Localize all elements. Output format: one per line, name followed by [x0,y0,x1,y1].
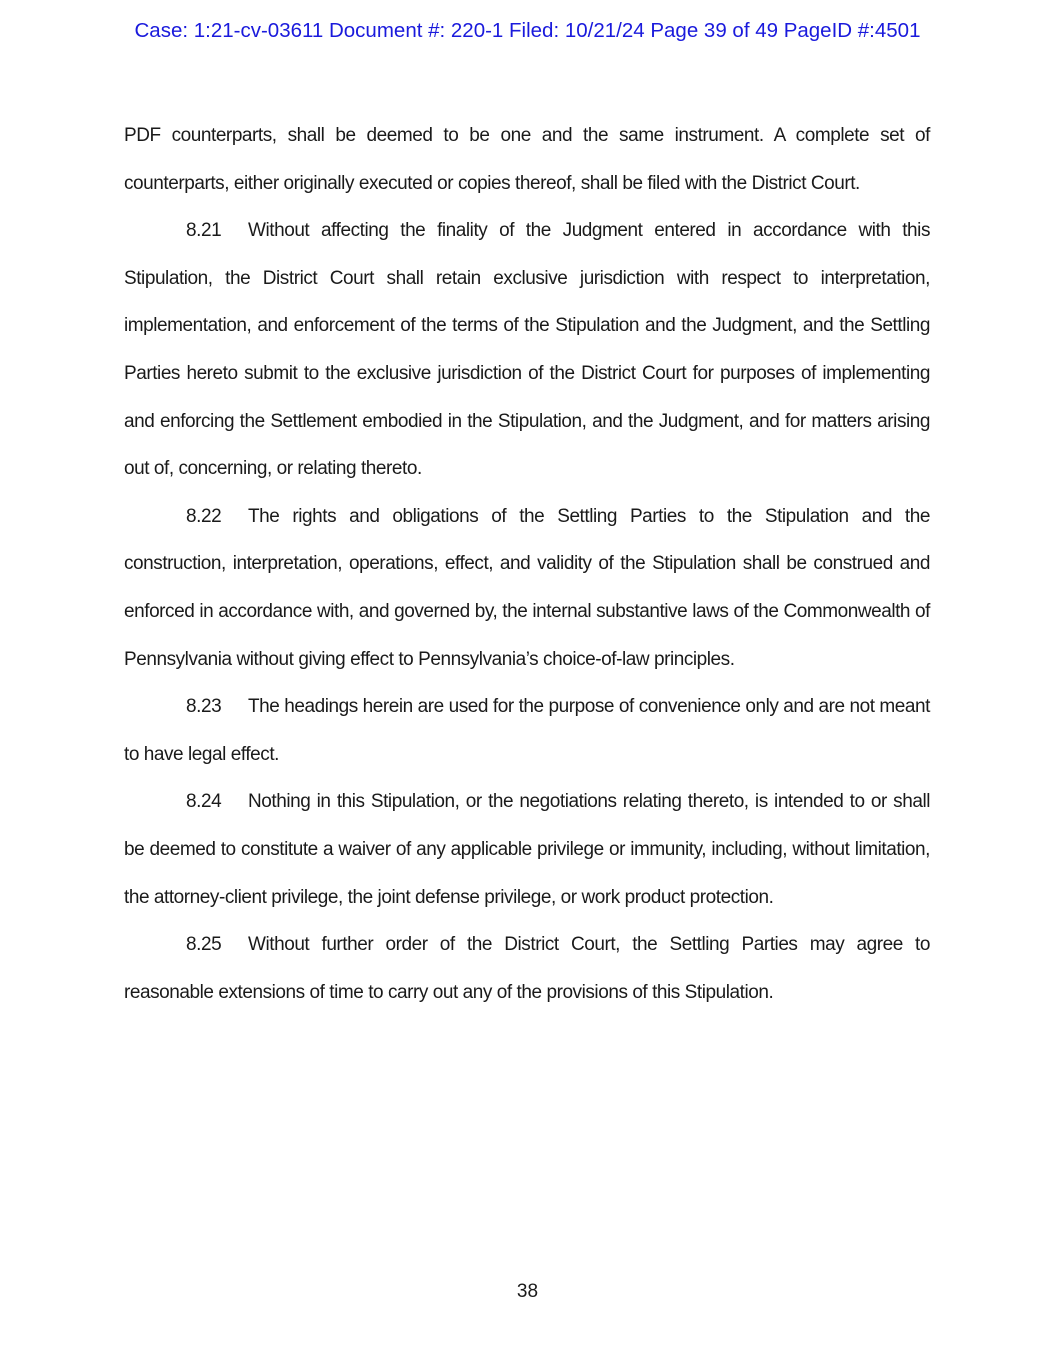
section-number: 8.25 [186,934,222,956]
section-number: 8.24 [186,791,222,813]
section-8-24 [124,778,930,921]
section-8-21 [124,207,930,493]
section-text: Without further order of the District Court, the Settling Parties may agree to reasonable extensions of time to carry out any of the provisions of this Stipulation. [124,934,930,1003]
document-body [124,112,930,1016]
section-number: 8.21 [186,220,222,242]
case-header: Case: 1:21-cv-03611 Document #: 220-1 Filed: 10/21/24 Page 39 of 49 PageID #:4501 [134,19,921,42]
continuation-paragraph: PDF counterparts, shall be deemed to be one and the same instrument. A complete set of counterparts, either originally executed or copies thereof, shall be filed with the District Court. [124,125,930,194]
section-8-22 [124,493,930,683]
section-text: Nothing in this Stipulation, or the negotiations relating thereto, is intended to or shall be deemed to constitute a waiver of any applicable privilege or immunity, including, without limitation, the attorney-client privilege, the joint defense privilege, or work product protection. [124,791,930,908]
section-text: The headings herein are used for the purpose of convenience only and are not meant to have legal effect. [124,696,930,765]
section-text: Without affecting the finality of the Judgment entered in accordance with this Stipulation, the District Court shall retain exclusive jurisdiction with respect to interpretation, implementation, and enforcement of the terms of the Stipulation and the Judgment, and the Settling Parties hereto submit to the exclusive jurisdiction of the District Court for purposes of implementing and enforcing the Settlement embodied in the Stipulation, and the Judgment, and for matters arising out of, concerning, or relating thereto. [124,220,930,480]
section-8-25 [124,921,930,1016]
section-number: 8.22 [186,505,222,527]
section-text: The rights and obligations of the Settling Parties to the Stipulation and the construction, interpretation, operations, effect, and validity of the Stipulation shall be construed and enforced in accordance with, and governed by, the internal substantive laws of the Commonwealth of Pennsylvania without giving effect to Pennsylvania’s choice-of-law principles. [124,505,930,670]
section-number: 8.23 [186,696,222,718]
page-number: 38 [516,1281,539,1302]
section-8-23 [124,683,930,778]
